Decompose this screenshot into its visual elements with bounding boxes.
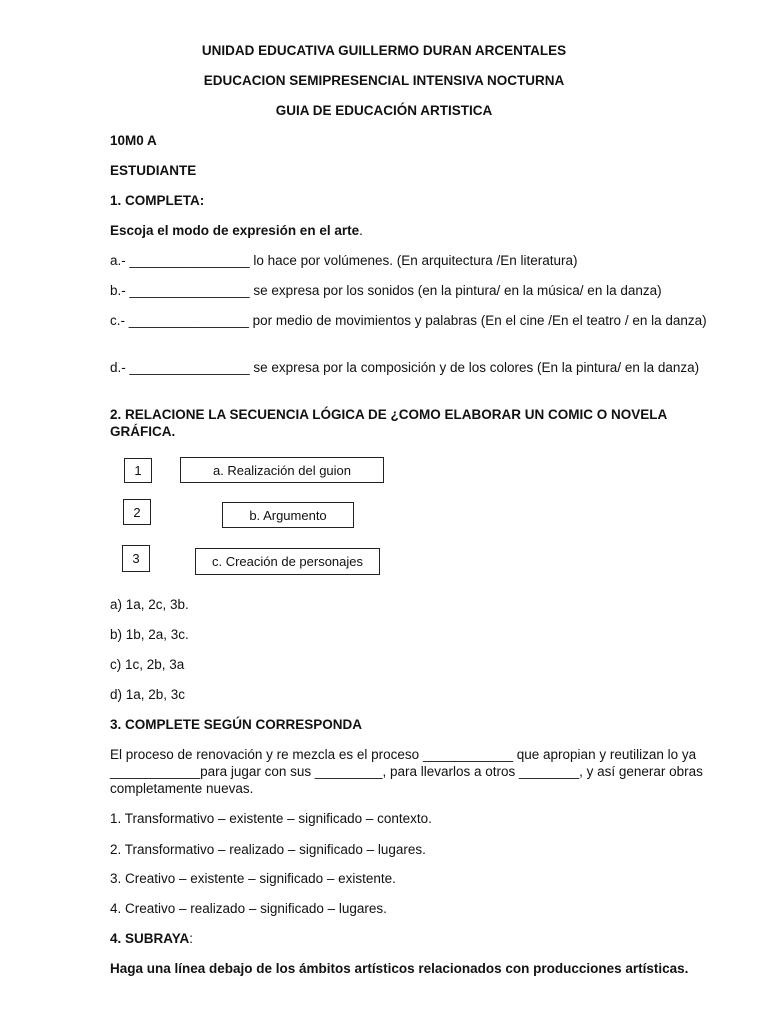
section1-item-d: d.- ________________ se expresa por la composición y de los colores (En la pintura/ en la danza)	[110, 360, 700, 375]
section1-item-c: c.- ________________ por medio de movimientos y palabras (En el cine /En el teatro / en la danza)	[110, 313, 707, 328]
section4-title	[110, 930, 720, 947]
section3-option-3: 3. Creativo – existente – significado – existente.	[110, 871, 396, 886]
section2-option-a: a) 1a, 2c, 3b.	[110, 597, 189, 612]
section3-option-4: 4. Creativo – realizado – significado – lugares.	[110, 901, 387, 916]
guide-title: GUIA DE EDUCACIÓN ARTISTICA	[275, 103, 493, 118]
section3-paragraph: El proceso de renovación y re mezcla es el proceso ____________ que apropian y reutilizan lo ya ____________para jugar con sus _________, para llevarlos a otros ________, y así generar obras completamente nuevas.	[110, 747, 703, 796]
course-label: 10M0 A	[110, 133, 157, 148]
section4-instruction: Haga una línea debajo de los ámbitos artísticos relacionados con producciones artísticas.	[110, 961, 689, 976]
section1-item-b: b.- ________________ se expresa por los sonidos (en la pintura/ en la música/ en la danza)	[110, 283, 662, 298]
sequence-number-box: 3	[122, 545, 150, 572]
section1-item-a: a.- ________________ lo hace por volúmenes. (En arquitectura /En literatura)	[110, 253, 578, 268]
section2-option-d: d) 1a, 2b, 3c	[110, 687, 186, 702]
section3-title: 3. COMPLETE SEGÚN CORRESPONDA	[110, 717, 363, 732]
section2-option-b: b) 1b, 2a, 3c.	[110, 627, 189, 642]
section1-instruction-text: Escoja el modo de expresión en el arte	[110, 223, 360, 238]
section1-title: 1. COMPLETA:	[110, 193, 205, 208]
sequence-text-box: a. Realización del guion	[180, 457, 384, 483]
sequence-number-box: 2	[123, 499, 151, 525]
section1-instruction	[110, 222, 720, 239]
sequence-text-box: c. Creación de personajes	[195, 548, 380, 575]
school-title: UNIDAD EDUCATIVA GUILLERMO DURAN ARCENTALES	[201, 43, 567, 58]
student-label: ESTUDIANTE	[110, 163, 197, 178]
sequence-number-box: 1	[124, 458, 152, 483]
section2-title: 2. RELACIONE LA SECUENCIA LÓGICA DE ¿COMO ELABORAR UN COMIC O NOVELA GRÁFICA.	[110, 407, 667, 439]
sequence-text-box: b. Argumento	[222, 502, 354, 528]
section3-option-2: 2. Transformativo – realizado – significado – lugares.	[110, 842, 426, 857]
program-title: EDUCACION SEMIPRESENCIAL INTENSIVA NOCTURNA	[203, 73, 565, 88]
section2-option-c: c) 1c, 2b, 3a	[110, 657, 185, 672]
section4-title-text: 4. SUBRAYA	[110, 931, 190, 946]
section4-title-colon: :	[189, 931, 194, 946]
section3-option-1: 1. Transformativo – existente – significado – contexto.	[110, 811, 432, 826]
section1-instruction-end: .	[359, 223, 363, 238]
